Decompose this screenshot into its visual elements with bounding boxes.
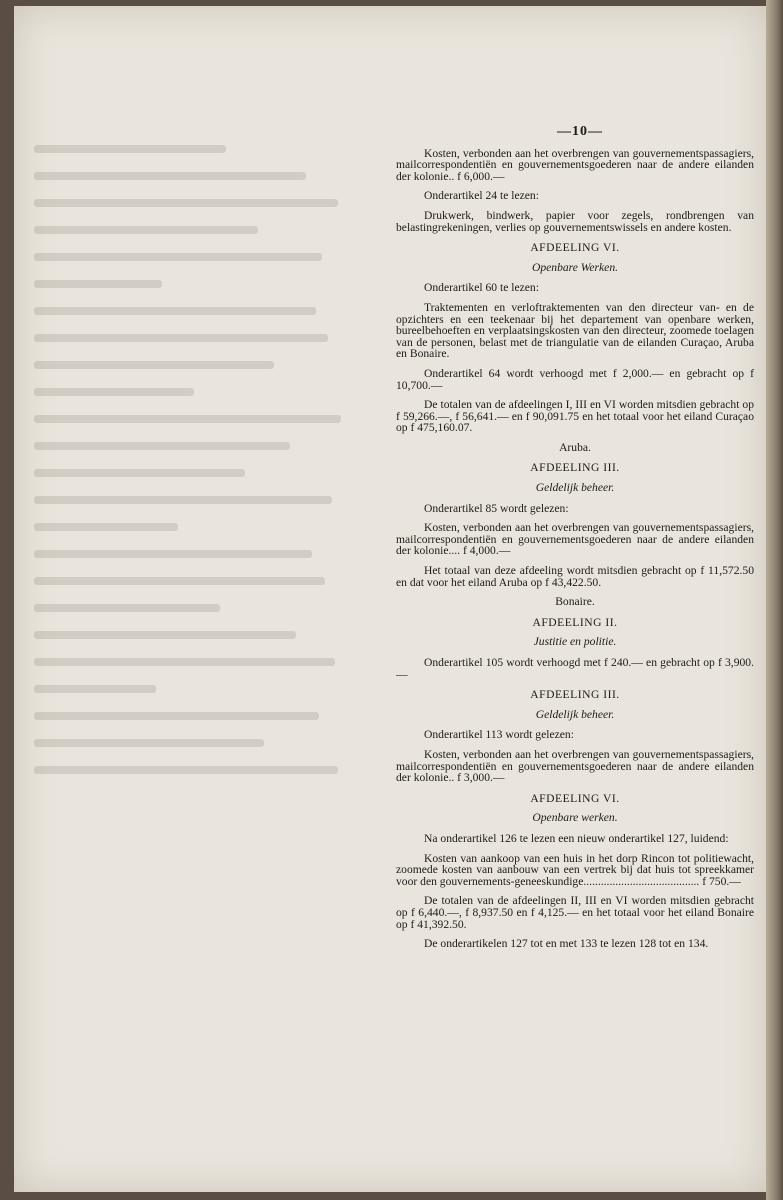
paragraph: Onderartikel 24 te lezen:: [424, 189, 539, 203]
section-subheading: Geldelijk beheer.: [535, 481, 615, 495]
section-heading: AFDEELING III.: [530, 461, 620, 475]
page-number: —10—: [557, 124, 603, 139]
paragraph: Drukwerk, bindwerk, papier voor zegels, rondbrengen van belastingrekeningen, verlies op gouvernementswissels en andere kosten.: [396, 208, 754, 234]
paragraph: De totalen van de afdeelingen II, III en VI worden mitsdien gebracht op f 6,440.—, f 8,937.50 en f 4,125.— en het totaal voor het eiland Bonaire op f 41,392.50.: [396, 894, 754, 931]
island-heading: Bonaire.: [555, 595, 595, 609]
page-edge: [766, 0, 783, 1200]
section-heading: AFDEELING VI.: [530, 791, 620, 805]
paragraph: Na onderartikel 126 te lezen een nieuw onderartikel 127, luidend:: [424, 831, 729, 845]
section-heading: AFDEELING VI.: [530, 241, 620, 255]
paragraph: Onderartikel 113 wordt gelezen:: [424, 728, 574, 742]
paragraph: Traktementen en verloftraktementen van den directeur van- en de opzichters en een teekenaar bij het departement van openbare werken, bureelbehoeften en verplaatsingskosten van den directeur, zoomede toelagen van de personen, belast met de triangulatie van de eilanden Curaçao, Aruba en Bonaire.: [396, 300, 754, 361]
section-subheading: Justitie en politie.: [533, 635, 617, 649]
paragraph: Kosten van aankoop van een huis in het dorp Rincon tot politiewacht, zoomede kosten van aanbouw van een vertrek bij dat huis tot spreekkamer voor den gouvernements-geneeskundige........................................ f 750.—: [396, 851, 754, 888]
paragraph: Kosten, verbonden aan het overbrengen van gouvernementspassagiers, mailcorrespondentiën en gouvernementsgoederen naar de andere eilanden der kolonie.. f 6,000.—: [396, 146, 754, 183]
paragraph: De totalen van de afdeelingen I, III en VI worden mitsdien gebracht op f 59,266.—, f 56,641.— en f 90,091.75 en het totaal voor het eiland Curaçao op f 475,160.07.: [396, 398, 754, 435]
paragraph: Kosten, verbonden aan het overbrengen van gouvernementspassagiers, mailcorrespondentiën en gouvernementsgoederen naar de andere eilanden der kolonie.. f 3,000.—: [396, 747, 754, 785]
section-subheading: Openbare werken.: [532, 811, 618, 825]
paragraph: Onderartikel 64 wordt verhoogd met f 2,000.— en gebracht op f 10,700.—: [396, 366, 754, 392]
section-subheading: Openbare Werken.: [531, 260, 619, 274]
text-column: [396, 126, 754, 958]
section-subheading: Geldelijk beheer.: [535, 707, 615, 721]
paragraph: Kosten, verbonden aan het overbrengen van gouvernementspassagiers, mailcorrespondentiën en gouvernementsgoederen naar de andere eilanden der kolonie.... f 4,000.—: [396, 521, 754, 558]
paragraph: Onderartikel 85 wordt gelezen:: [424, 501, 569, 515]
paragraph: De onderartikelen 127 tot en met 133 te lezen 128 tot en 134.: [424, 937, 709, 951]
paragraph: Het totaal van deze afdeeling wordt mitsdien gebracht op f 11,572.50 en dat voor het eiland Aruba op f 43,422.50.: [396, 564, 754, 589]
island-heading: Aruba.: [559, 440, 591, 454]
section-heading: AFDEELING II.: [532, 615, 618, 629]
paragraph: Onderartikel 60 te lezen:: [424, 281, 539, 295]
bleed-through-text: [34, 126, 354, 846]
paragraph: Onderartikel 105 wordt verhoogd met f 240.— en gebracht op f 3,900.—: [396, 656, 754, 681]
section-heading: AFDEELING III.: [530, 688, 620, 702]
